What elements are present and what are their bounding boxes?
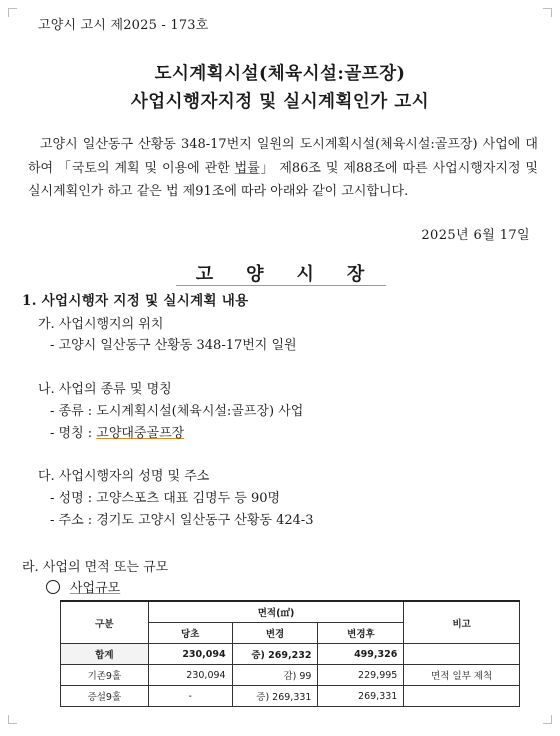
cell-remarks: 면적 일부 제척 — [404, 665, 520, 686]
page-corner-mark — [543, 715, 552, 724]
location-heading: 가. 사업시행지의 위치 — [38, 317, 164, 332]
title-line-1: 도시계획시설(체육시설:골프장) — [154, 64, 406, 84]
section-1-title: 1. 사업시행자 지정 및 실시계획 내용 — [22, 293, 249, 309]
cell-original: 230,094 — [148, 665, 232, 686]
cell-original: 230,094 — [148, 644, 232, 665]
area-heading: 라. 사업의 면적 또는 규모 — [22, 560, 169, 575]
title-line-2: 사업시행자지정 및 실시계획인가 고시 — [130, 92, 430, 112]
area-table — [60, 600, 520, 707]
location-item: - 고양시 일산동구 산황동 348-17번지 일원 — [50, 338, 297, 353]
col-header-after: 변경후 — [318, 623, 404, 644]
operator-address-item: - 주소 : 경기도 고양시 일산동구 산황동 424-3 — [50, 513, 314, 528]
issuer-title: 고양시장 — [195, 264, 398, 285]
col-header-area: 면적(㎡) — [148, 601, 404, 623]
cell-change: 증) 269,232 — [232, 644, 318, 665]
notice-number: 고양시 고시 제2025 - 173호 — [38, 18, 209, 33]
project-type-item: - 종류 : 도시계획시설(체육시설:골프장) 사업 — [50, 404, 304, 419]
cell-change: 감) 99 — [232, 665, 318, 686]
project-name-prefix: - 명칭 : — [50, 426, 97, 441]
cell-after: 269,331 — [318, 686, 404, 707]
project-type-heading: 나. 사업의 종류 및 명칭 — [38, 382, 172, 397]
cell-change: 증) 269,331 — [232, 686, 318, 707]
page-corner-mark — [543, 8, 552, 17]
table-row — [61, 644, 520, 665]
notice-date: 2025년 6월 17일 — [421, 228, 530, 243]
cell-category: 증설9홀 — [61, 686, 149, 707]
col-header-remarks: 비고 — [404, 601, 520, 644]
col-header-original: 당초 — [148, 623, 232, 644]
project-name-item — [50, 422, 184, 441]
col-header-change: 변경 — [232, 623, 318, 644]
scale-subheading-label: 사업규모 — [70, 581, 121, 596]
cell-remarks — [404, 686, 520, 707]
operator-name-item: - 성명 : 고양스포츠 대표 김명두 등 90명 — [50, 491, 281, 506]
operator-heading: 다. 사업시행자의 성명 및 주소 — [38, 469, 210, 484]
notice-body — [28, 133, 538, 204]
body-part-2: 」 제86조 및 제88조에 따른 사업시행자지정 및 실시계획인가 하고 같은 법 제91조에 따라 아래와 같이 고시합니다. — [28, 160, 538, 199]
issuer-underline — [176, 285, 386, 286]
cell-remarks — [404, 644, 520, 665]
col-header-category: 구분 — [61, 601, 149, 644]
page-corner-mark — [8, 715, 17, 724]
table-row — [61, 686, 520, 707]
page-corner-mark — [8, 8, 17, 17]
cell-after: 229,995 — [318, 665, 404, 686]
circle-bullet-icon — [46, 580, 60, 594]
cell-category: 기존9홀 — [61, 665, 149, 686]
cell-after: 499,326 — [318, 644, 404, 665]
cell-original: - — [148, 686, 232, 707]
body-part-1: 고양시 일산동구 산황동 348-17번지 일원의 도시계획시설(체육시설:골프장) 사업에 대하여 「국토의 계획 및 이용에 관한 — [28, 137, 538, 176]
scale-subheading — [46, 577, 120, 596]
project-name-value: 고양대중골프장 — [96, 426, 185, 441]
table-row — [61, 665, 520, 686]
cell-category: 합계 — [61, 644, 149, 665]
body-underlined-word: 법률 — [234, 160, 260, 176]
